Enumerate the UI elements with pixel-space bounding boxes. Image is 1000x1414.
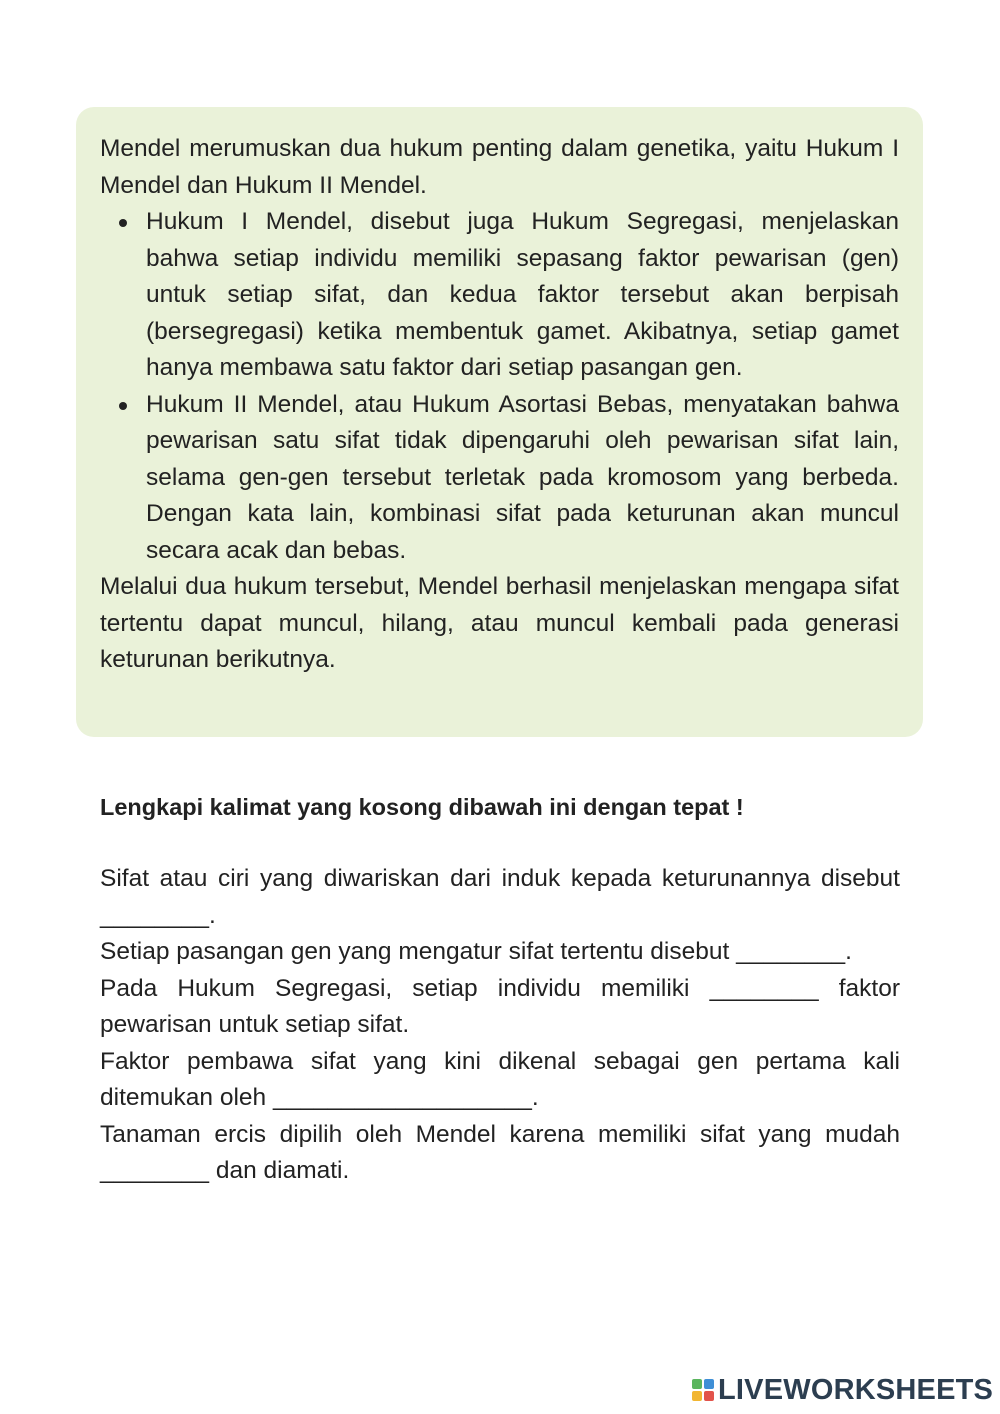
law-item-2-text: Hukum II Mendel, atau Hukum Asortasi Bebas, menyatakan bahwa pewarisan satu sifat tidak dipengaruhi oleh pewarisan sifat lain, selama gen-gen tersebut terletak pada kromosom yang berbeda. Dengan kata lain, kombinasi sifat pada keturunan akan muncul secara acak dan bebas.	[146, 390, 899, 564]
law-item-1-text: Hukum I Mendel, disebut juga Hukum Segregasi, menjelaskan bahwa setiap individu memiliki sepasang faktor pewarisan (gen) untuk setiap sifat, dan kedua faktor tersebut akan berpisah (bersegregasi) ketika membentuk gamet. Akibatnya, setiap gamet hanya membawa satu faktor dari setiap pasangan gen.	[146, 208, 899, 381]
logo-text: LIVEWORKSHEETS	[718, 1374, 994, 1406]
bullet-dot-icon	[119, 402, 127, 410]
question-4: Faktor pembawa sifat yang kini dikenal sebagai gen pertama kali ditemukan oleh ___________________.	[100, 1047, 900, 1111]
liveworksheets-logo-icon	[692, 1379, 714, 1401]
liveworksheets-logo[interactable]	[692, 1374, 993, 1406]
law-list	[100, 204, 899, 569]
logo-square-top-left	[692, 1379, 702, 1389]
logo-square-bottom-left	[692, 1391, 702, 1401]
question-3: Pada Hukum Segregasi, setiap individu memiliki ________ faktor pewarisan untuk setiap sifat.	[100, 974, 900, 1038]
question-2: Setiap pasangan gen yang mengatur sifat tertentu disebut ________.	[100, 938, 852, 965]
question-5: Tanaman ercis dipilih oleh Mendel karena memiliki sifat yang mudah ________ dan diamati.	[100, 1120, 900, 1184]
info-intro: Mendel merumuskan dua hukum penting dalam genetika, yaitu Hukum I Mendel dan Hukum II Mendel.	[100, 135, 899, 199]
logo-square-bottom-right	[704, 1391, 714, 1401]
info-box	[76, 107, 923, 737]
bullet-dot-icon	[119, 219, 127, 227]
law-item-1	[100, 204, 899, 387]
question-1: Sifat atau ciri yang diwariskan dari induk kepada keturunannya disebut ________.	[100, 865, 900, 929]
info-conclusion: Melalui dua hukum tersebut, Mendel berhasil menjelaskan mengapa sifat tertentu dapat muncul, hilang, atau muncul kembali pada generasi keturunan berikutnya.	[100, 573, 899, 673]
law-item-2	[100, 387, 899, 570]
logo-square-top-right	[704, 1379, 714, 1389]
instruction-heading: Lengkapi kalimat yang kosong dibawah ini dengan tepat !	[100, 794, 744, 820]
question-list	[100, 861, 900, 1190]
